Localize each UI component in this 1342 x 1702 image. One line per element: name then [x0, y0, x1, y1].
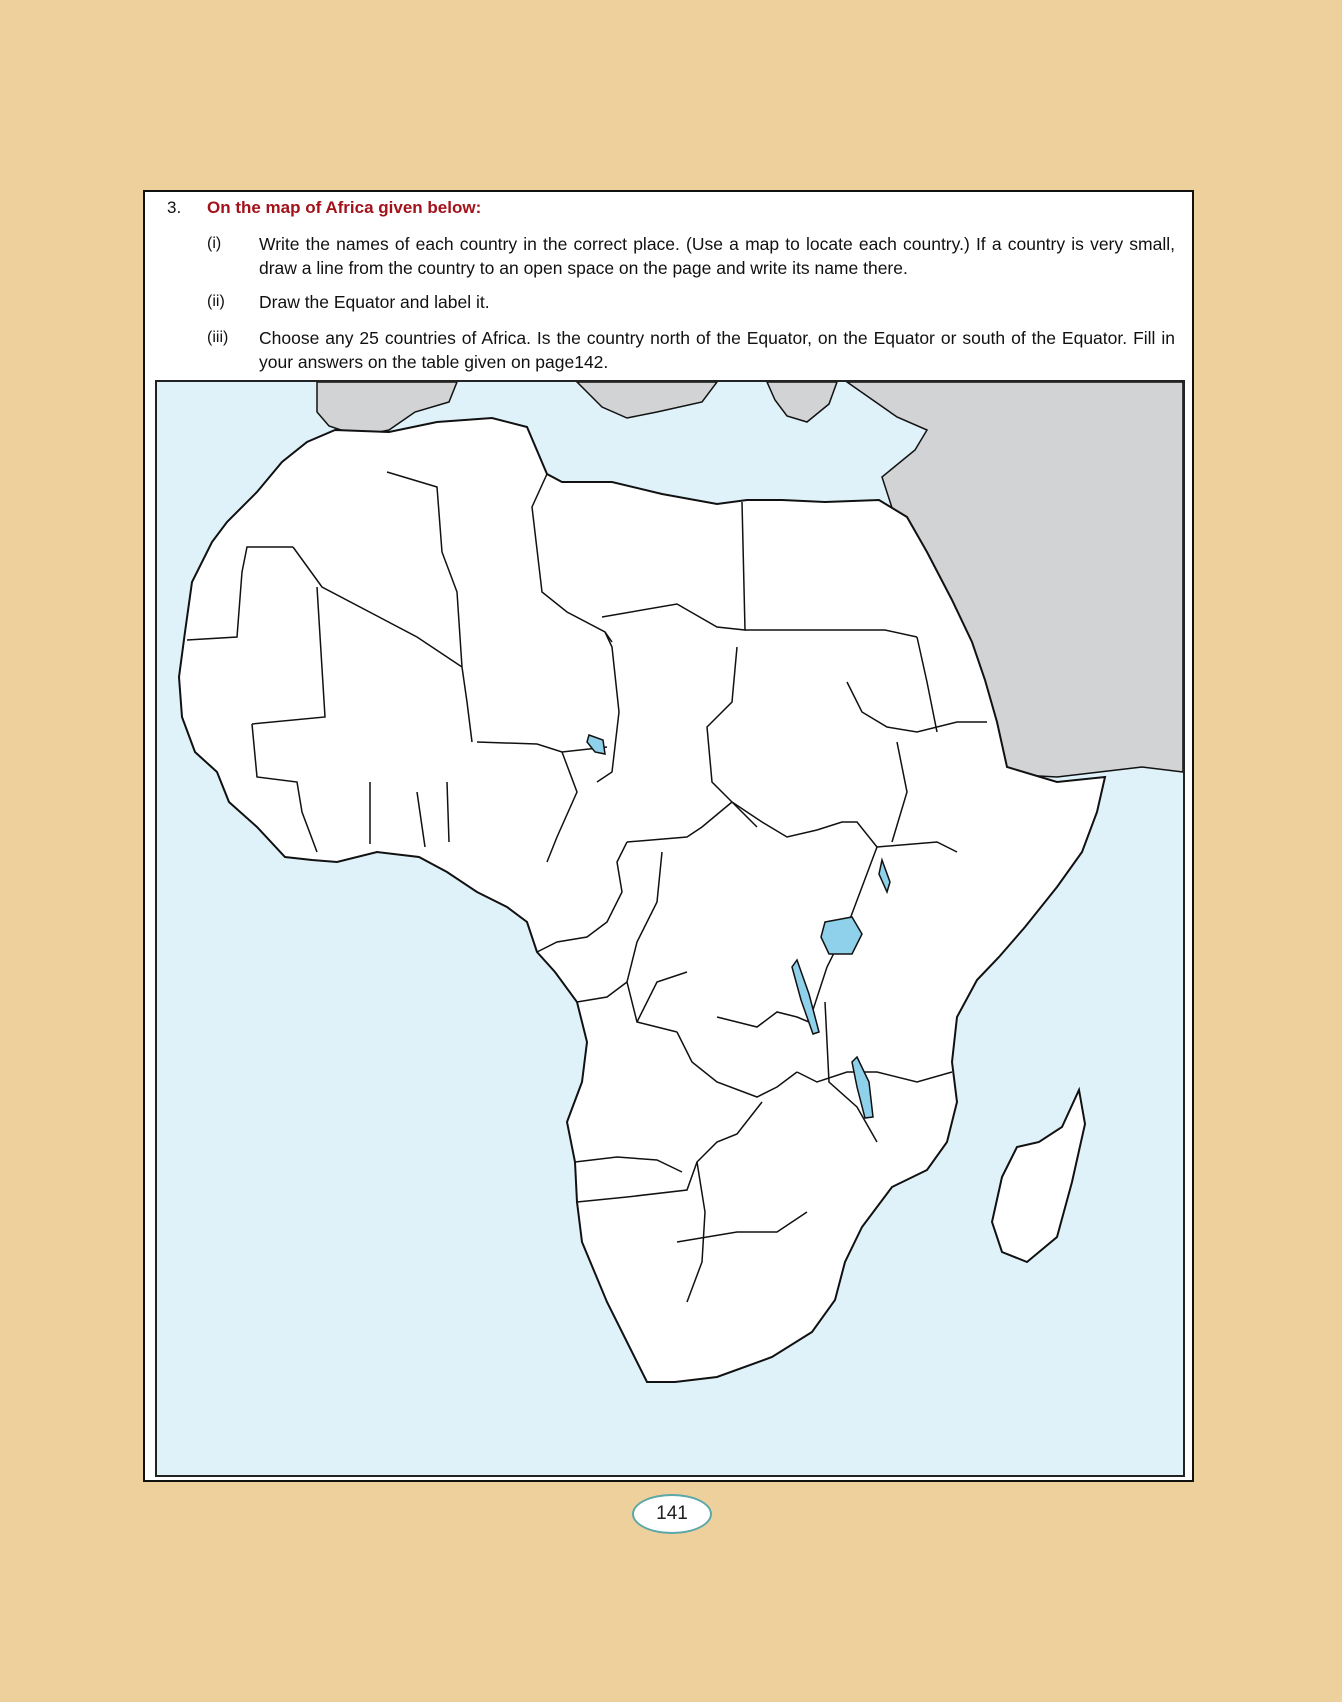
instruction-item-1 — [207, 232, 1175, 280]
item-numeral: (iii) — [207, 329, 229, 346]
item-text: Write the names of each country in the correct place. (Use a map to locate each country.) If a country is very small, draw a line from the country to an open space on the page and write its name there. — [259, 234, 1175, 278]
map-svg — [157, 382, 1183, 1475]
page-number: 141 — [632, 1494, 712, 1534]
instruction-item-2 — [207, 290, 1175, 314]
worksheet-page — [143, 190, 1194, 1482]
item-text: Draw the Equator and label it. — [259, 292, 490, 312]
item-numeral: (ii) — [207, 293, 225, 310]
africa-outline-map — [155, 380, 1185, 1477]
instruction-item-3 — [207, 326, 1175, 374]
question-heading — [167, 198, 481, 218]
item-text: Choose any 25 countries of Africa. Is the country north of the Equator, on the Equator or south of the Equator. Fill in your answers on the table given on page142. — [259, 328, 1175, 372]
question-title: On the map of Africa given below: — [207, 198, 482, 217]
item-numeral: (i) — [207, 235, 222, 252]
question-number: 3. — [167, 198, 182, 217]
